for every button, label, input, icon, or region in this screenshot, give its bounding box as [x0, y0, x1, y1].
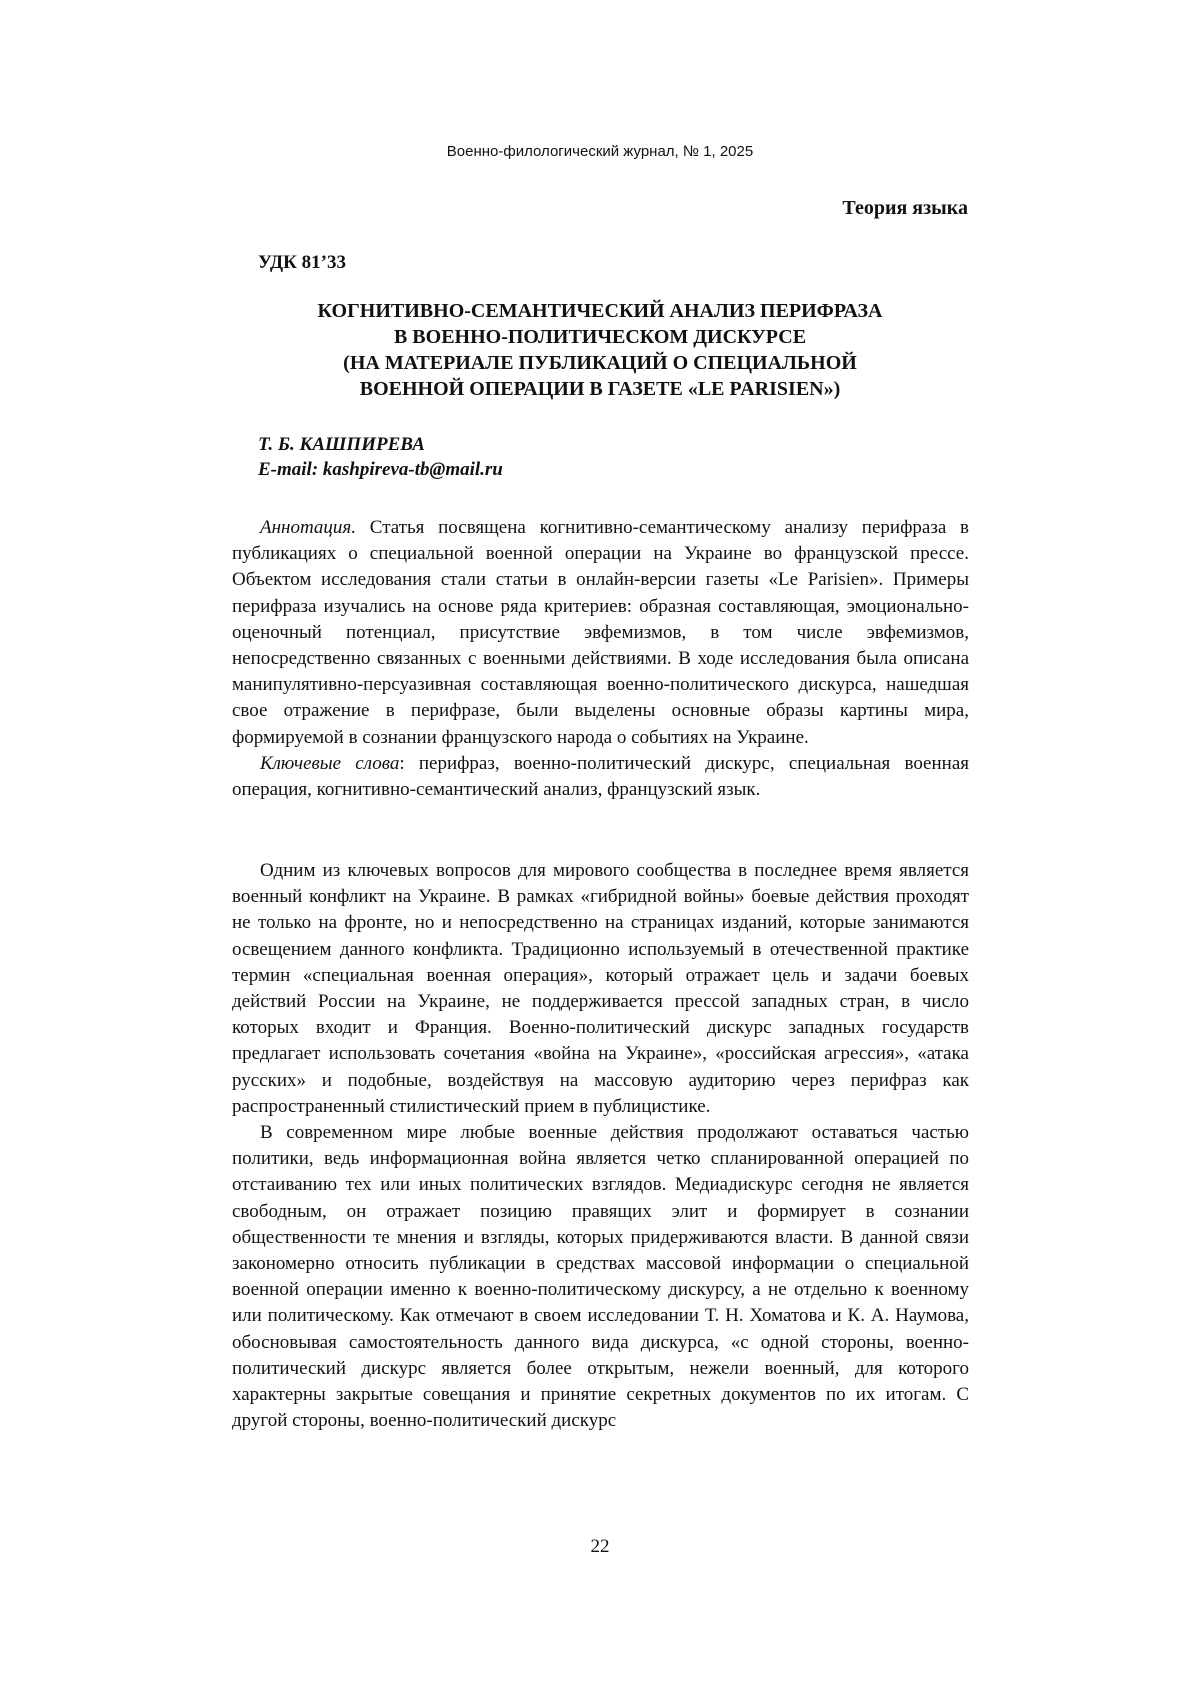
abstract-label: Аннотация. — [260, 517, 356, 538]
abstract-paragraph — [232, 515, 969, 751]
title-line: КОГНИТИВНО-СЕМАНТИЧЕСКИЙ АНАЛИЗ ПЕРИФРАЗА — [317, 300, 883, 322]
keywords-text: : перифраз, военно-политический дискурс, специальная военная операция, когнитивно-семантический анализ, французский язык. — [232, 752, 969, 801]
author-block — [258, 432, 503, 482]
keywords-paragraph — [232, 751, 969, 803]
abstract-block — [232, 515, 969, 803]
author-email: E-mail: kashpireva-tb@mail.ru — [258, 459, 503, 480]
journal-running-header: Военно-филологический журнал, № 1, 2025 — [446, 143, 754, 160]
title-line: ВОЕННОЙ ОПЕРАЦИИ В ГАЗЕТЕ «LE PARISIEN») — [359, 378, 841, 400]
udk-code: УДК 81’33 — [258, 252, 346, 273]
page-number: 22 — [590, 1536, 610, 1557]
article-title — [230, 298, 970, 402]
body-paragraph: В современном мире любые военные действия продолжают оставаться частью политики, ведь информационная война является четко спланированной операцией по отстаиванию тех или иных политических взглядов. Медиадискурс сегодня не является свободным, он отражает позицию правящих элит и формирует в сознании общественности те мнения и взгляды, которых придерживаются власти. В данной связи закономерно относить публикации в средствах массовой информации о специальной военной операции именно к военно-политическому дискурсу, а не отдельно к военному или политическому. Как отмечают в своем исследовании Т. Н. Хоматова и К. А. Наумова, обосновывая самостоятельность данного вида дискурса, «с одной стороны, военно-политический дискурс является более открытым, нежели военный, для которого характерны закрытые совещания и принятие секретных документов по их итогам. С другой стороны, военно-политический дискурс — [232, 1122, 969, 1432]
article-body — [232, 858, 969, 1434]
keywords-label: Ключевые слова — [260, 752, 400, 774]
section-heading: Теория языка — [842, 197, 968, 219]
body-paragraph: Одним из ключевых вопросов для мирового сообщества в последнее время является военный конфликт на Украине. В рамках «гибридной войны» боевые действия проходят не только на фронте, но и непосредственно на страницах изданий, которые занимаются освещением данного конфликта. Традиционно используемый в отечественной практике термин «специальная военная операция», который отражает цель и задачи боевых действий России на Украине, не поддерживается прессой западных стран, в число которых входит и Франция. Военно-политический дискурс западных государств предлагает использовать сочетания «война на Украине», «российская агрессия», «атака русских» и подобные, воздействуя на массовую аудиторию через перифраз как распространенный стилистический прием в публицистике. — [232, 860, 969, 1117]
title-line: В ВОЕННО-ПОЛИТИЧЕСКОМ ДИСКУРСЕ — [393, 326, 807, 348]
title-line: (НА МАТЕРИАЛЕ ПУБЛИКАЦИЙ О СПЕЦИАЛЬНОЙ — [343, 352, 857, 374]
author-name: Т. Б. КАШПИРЕВА — [258, 434, 425, 455]
abstract-text: Статья посвящена когнитивно-семантическому анализу перифраза в публикациях о специальной военной операции на Украине во французской прессе. Объектом исследования стали статьи в онлайн-версии газеты «Le Parisien». Примеры перифраза изучались на основе ряда критериев: образная составляющая, эмоционально-оценочный потенциал, присутствие эвфемизмов, в том числе эвфемизмов, непосредственно связанных с военными действиями. В ходе исследования была описана манипулятивно-персуазивная составляющая военно-политического дискурса, нашедшая свое отражение в перифразе, были выделены основные образы картины мира, формируемой в сознании французского народа о событиях на Украине. — [232, 517, 969, 748]
